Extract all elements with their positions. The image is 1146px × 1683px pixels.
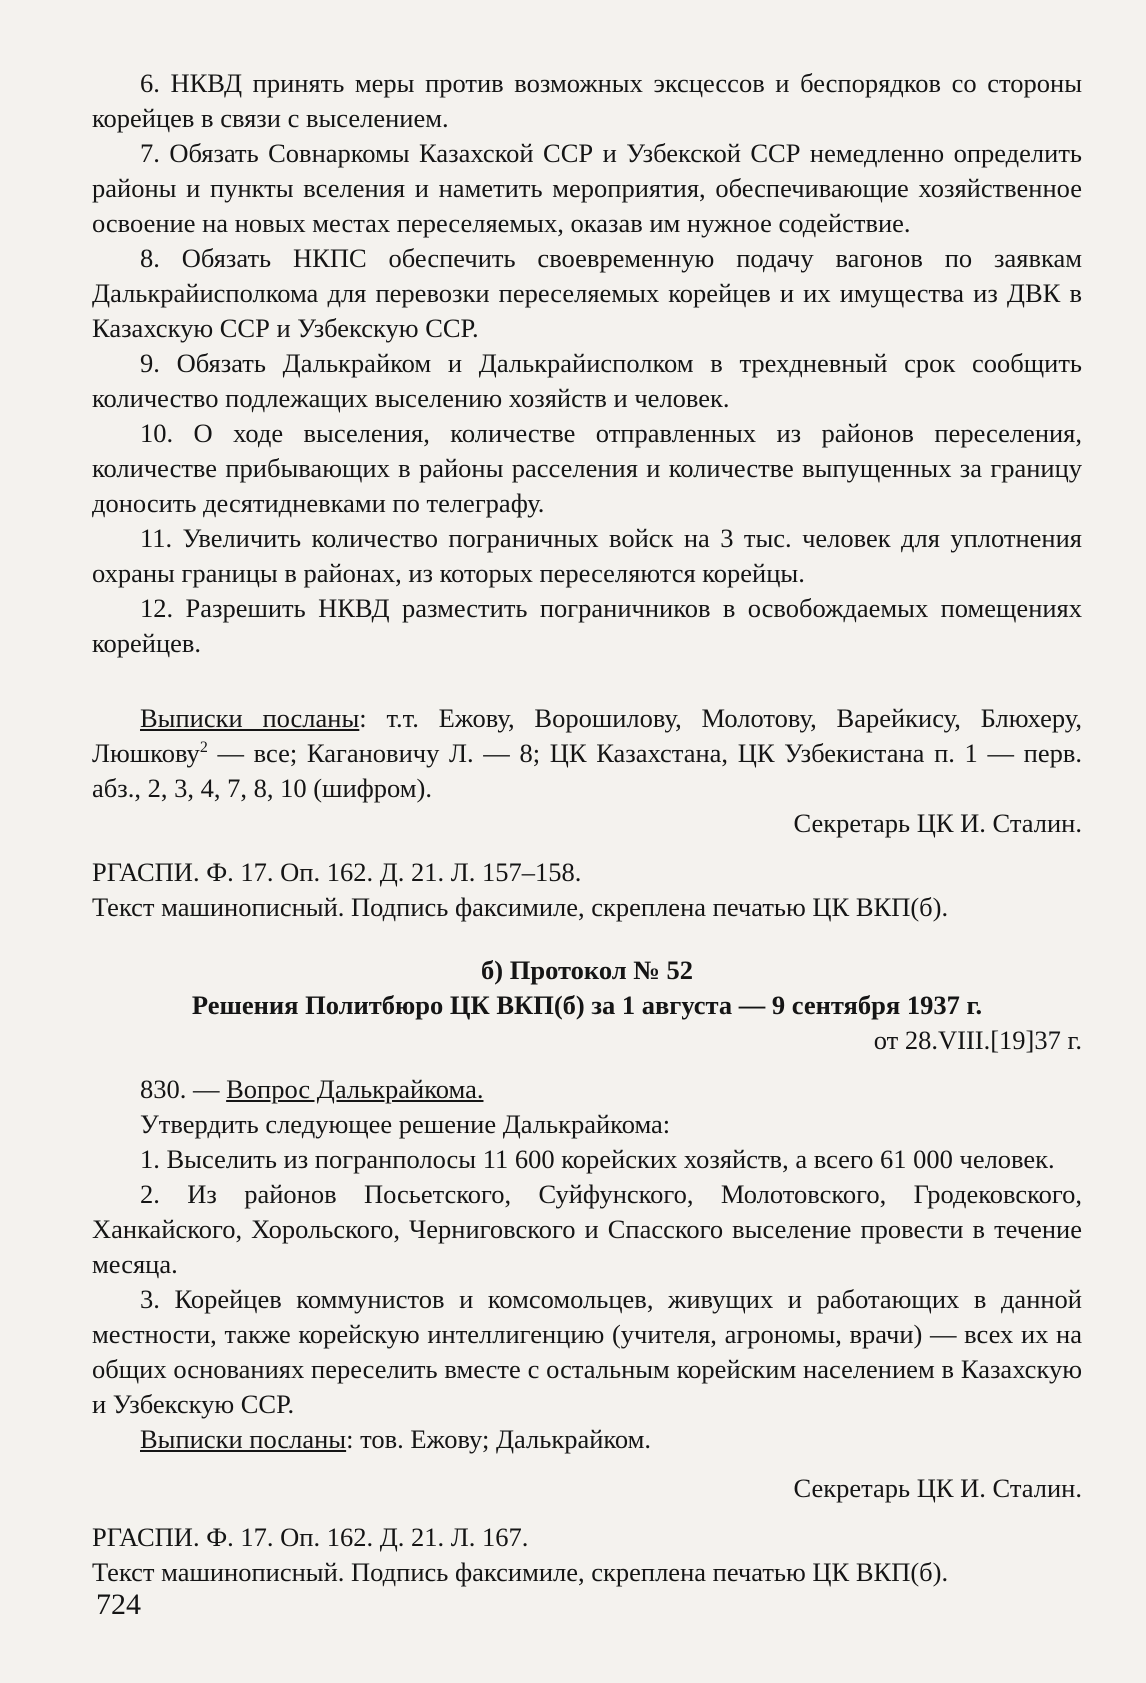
distribution-label-2: Выписки посланы <box>140 1424 347 1454</box>
item-number: 830. — <box>140 1074 227 1104</box>
footnote-marker: 2 <box>199 739 208 757</box>
distribution-text-2: : тов. Ежову; Далькрайком. <box>346 1424 652 1454</box>
item-title: Вопрос Далькрайкома. <box>226 1074 484 1104</box>
archive-reference: РГАСПИ. Ф. 17. Оп. 162. Д. 21. Л. 157–158. <box>92 857 582 887</box>
archive-reference-2: РГАСПИ. Ф. 17. Оп. 162. Д. 21. Л. 167. <box>92 1522 529 1552</box>
distribution-text-b: — все; Кагановичу Л. — 8; ЦК Казахстана, ЦК Узбекистана п. 1 — перв. абз., 2, 3, 4, 7, 8, 10 (шифром). <box>92 738 1082 803</box>
protocol-subheading: Решения Политбюро ЦК ВКП(б) за 1 августа — 9 сентября 1937 г. <box>191 990 983 1020</box>
signature: Секретарь ЦК И. Сталин. <box>793 808 1082 838</box>
paragraph-item-7: 7. Обязать Совнаркомы Казахской ССР и Узбекской ССР немедленно определить районы и пункты вселения и наметить мероприятия, обеспечивающие хозяйственное освоение на новых местах переселяемых, оказав им нужное содействие. <box>92 138 1082 238</box>
distribution-list <box>92 701 1082 806</box>
protocol-heading: б) Протокол № 52 <box>481 955 693 985</box>
decision-item-1: 1. Выселить из погранполосы 11 600 корейских хозяйств, а всего 61 000 человек. <box>140 1144 1055 1174</box>
paragraph-item-10: 10. О ходе выселения, количестве отправленных из районов переселения, количестве прибывающих в районы расселения и количестве выпущенных за границу доносить десятидневками по телеграфу. <box>92 418 1082 518</box>
signature-2: Секретарь ЦК И. Сталин. <box>793 1473 1082 1503</box>
paragraph-item-9: 9. Обязать Далькрайком и Далькрайисполком в трехдневный срок сообщить количество подлежащих выселению хозяйств и человек. <box>92 348 1082 413</box>
paragraph-item-8: 8. Обязать НКПС обеспечить своевременную подачу вагонов по заявкам Далькрайисполкома для перевозки переселяемых корейцев и их имущества из ДВК в Казахскую ССР и Узбекскую ССР. <box>92 243 1082 343</box>
protocol-date: от 28.VIII.[19]37 г. <box>873 1025 1082 1055</box>
paragraph-item-6: 6. НКВД принять меры против возможных эксцессов и беспорядков со стороны корейцев в связи с выселением. <box>92 68 1082 133</box>
decision-item-2: 2. Из районов Посьетского, Суйфунского, Молотовского, Гродековского, Ханкайского, Хорольского, Черниговского и Спасского выселение провести в течение месяца. <box>92 1179 1082 1279</box>
item-830 <box>92 1072 1082 1107</box>
distribution-text-a: : т.т. Ежову, Ворошилову, Молотову, Варейкису, Блюхеру, Люшкову <box>92 703 1082 768</box>
decision-item-3: 3. Корейцев коммунистов и комсомольцев, живущих и работающих в данной местности, также корейскую интеллигенцию (учителя, агрономы, врачи) — всех их на общих основаниях переселить вместе с остальным корейским населением в Казахскую и Узбекскую ССР. <box>92 1284 1082 1419</box>
paragraph-item-12: 12. Разрешить НКВД разместить пограничников в освобождаемых помещениях корейцев. <box>92 593 1082 658</box>
page-number: 724 <box>96 1588 141 1621</box>
paragraph-item-11: 11. Увеличить количество пограничных войск на 3 тыс. человек для уплотнения охраны границы в районах, из которых переселяются корейцы. <box>92 523 1082 588</box>
page-body <box>92 66 1082 1590</box>
document-note-2: Текст машинописный. Подпись факсимиле, скреплена печатью ЦК ВКП(б). <box>92 1557 949 1587</box>
approve-line: Утвердить следующее решение Далькрайкома: <box>140 1109 671 1139</box>
document-note: Текст машинописный. Подпись факсимиле, скреплена печатью ЦК ВКП(б). <box>92 892 949 922</box>
distribution-label: Выписки посланы <box>140 703 360 733</box>
distribution-list-2 <box>92 1422 1082 1457</box>
